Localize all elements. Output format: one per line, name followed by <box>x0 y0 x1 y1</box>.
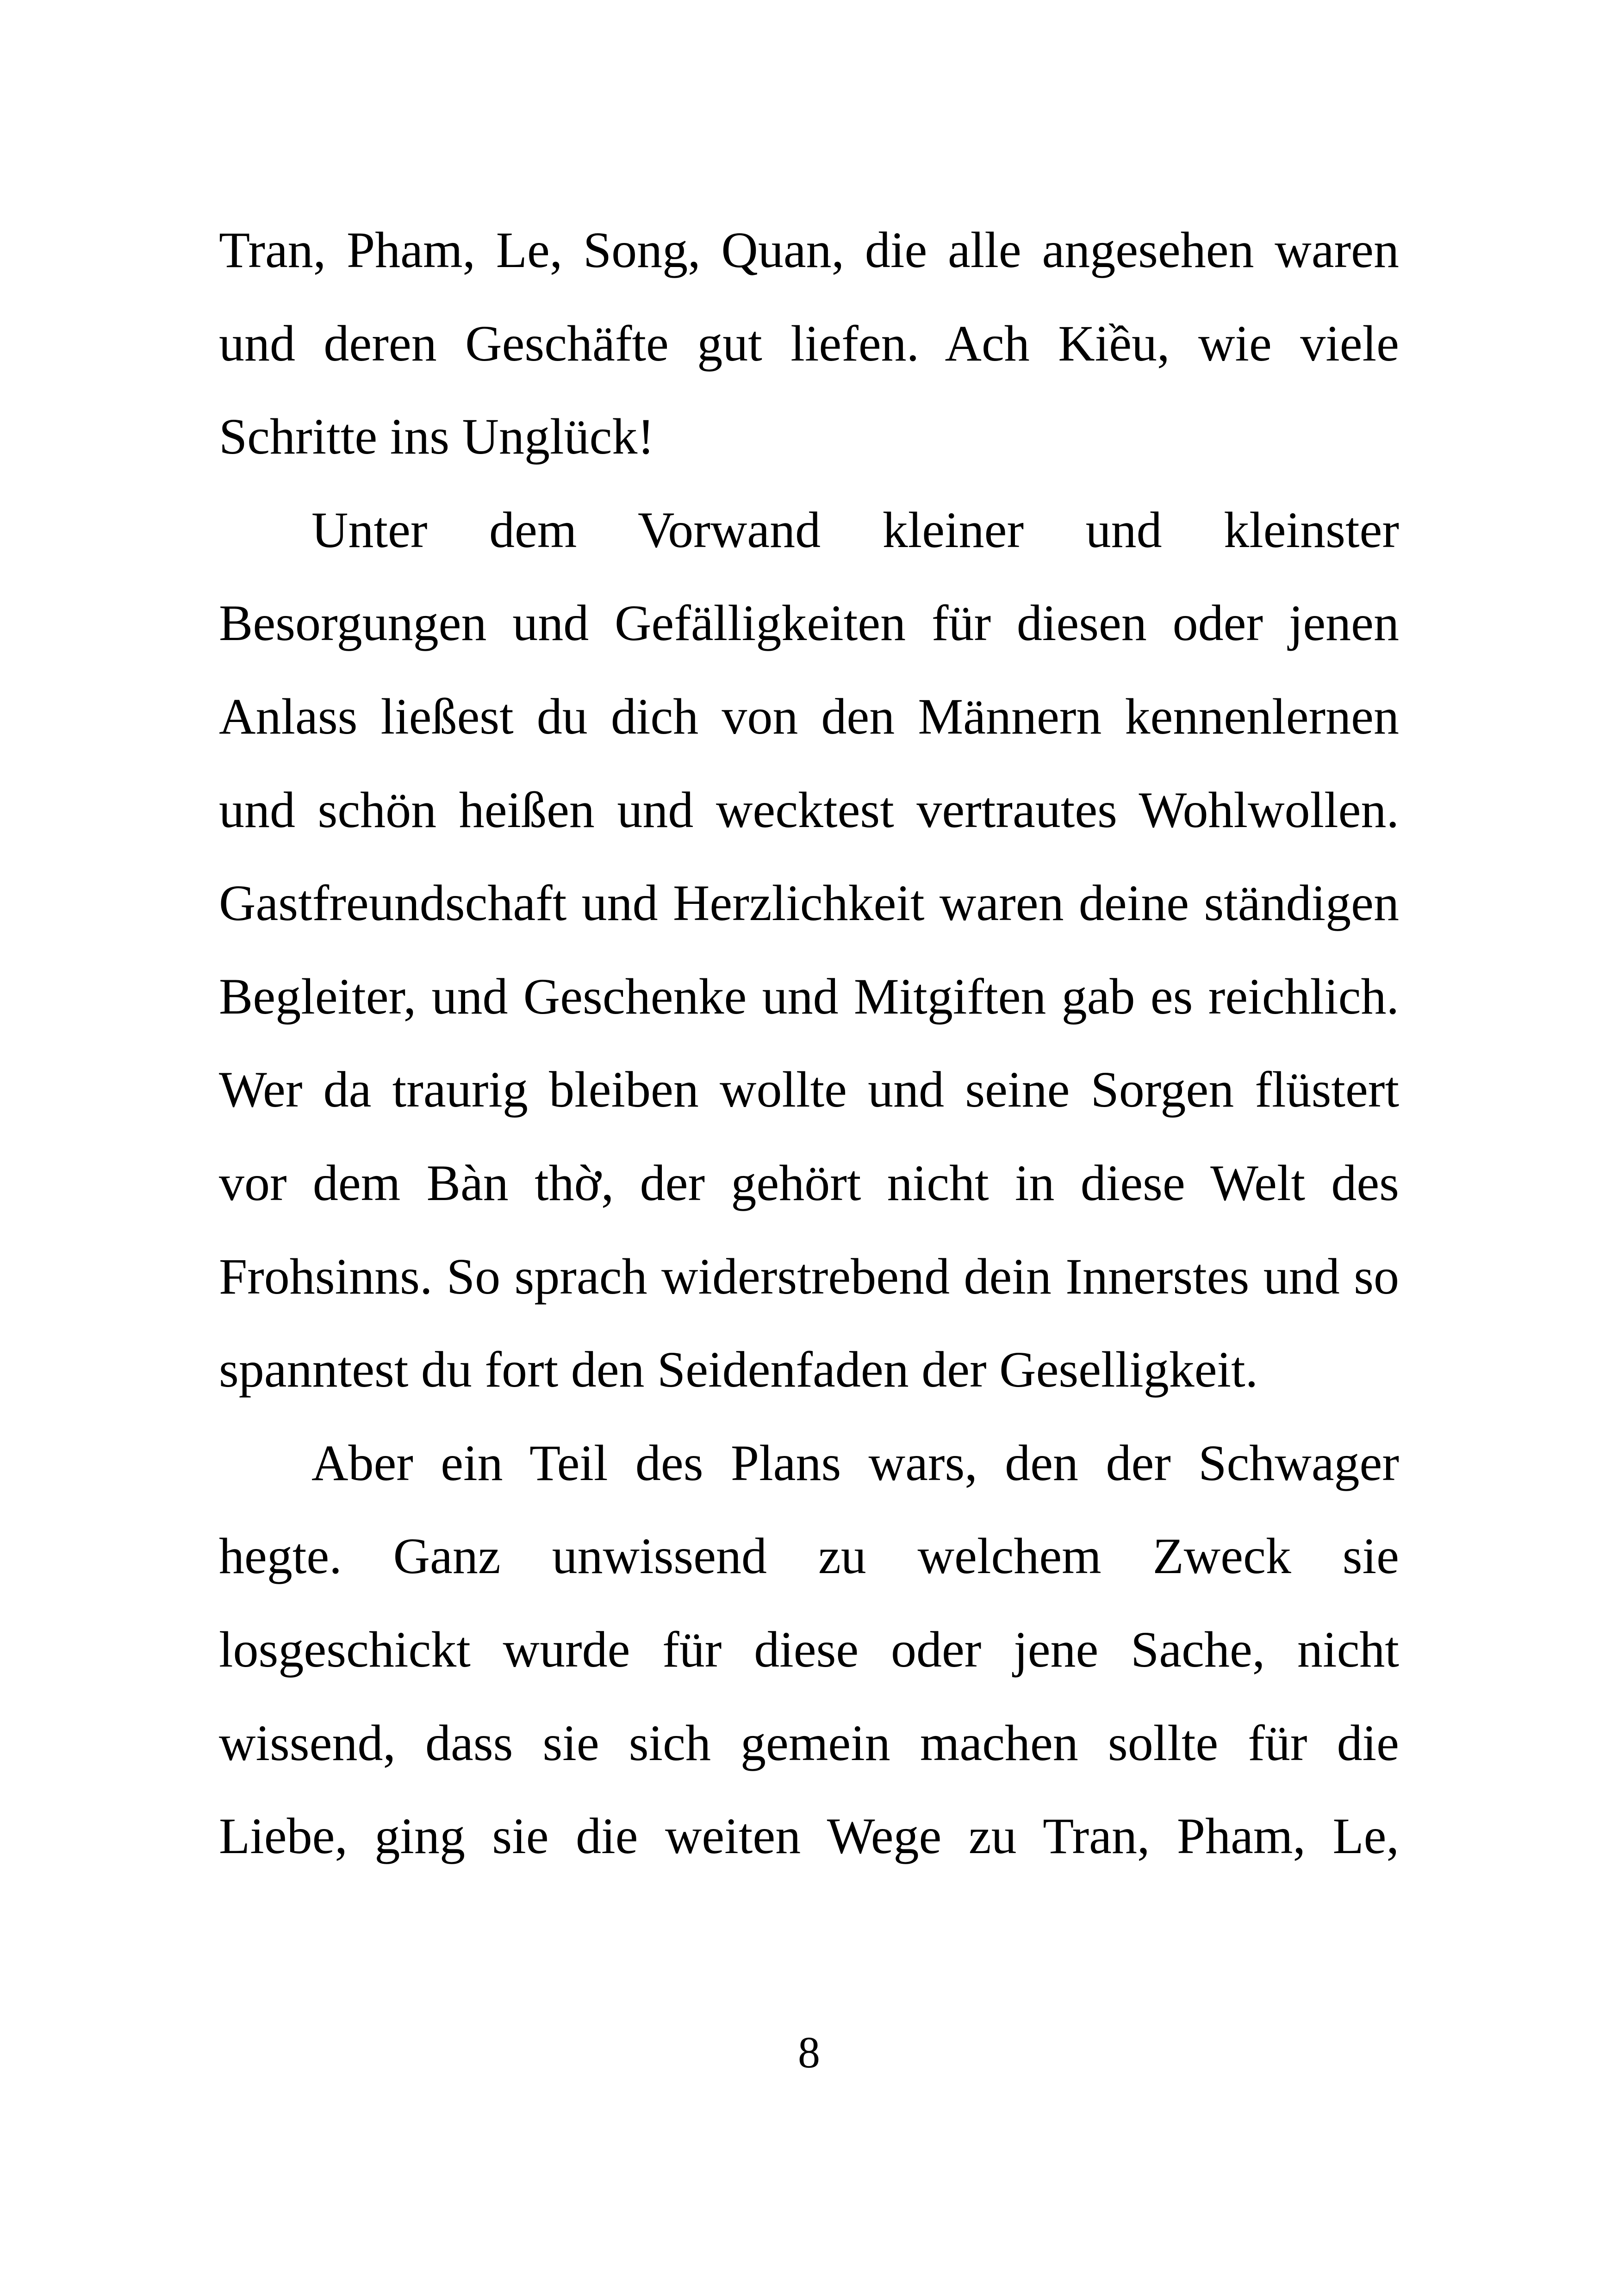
page-number: 8 <box>798 2028 820 2077</box>
page-body <box>219 204 1399 1883</box>
paragraph-2: Unter dem Vorwand kleiner und kleinster Besorgungen und Gefälligkeiten für diesen oder jenen Anlass ließest du dich von den Männern kennenlernen und schön heißen und wecktest vertrautes Wohlwollen. Gastfreundschaft und Herzlichkeit waren deine ständigen Begleiter, und Geschenke und Mitgiften gab es reichlich. Wer da traurig bleiben wollte und seine Sorgen flüstert vor dem Bàn thờ, der gehört nicht in diese Welt des Frohsinns. So sprach widerstrebend dein Innerstes und so spanntest du fort den Seidenfaden der Geselligkeit. <box>219 501 1399 1398</box>
paragraph-3: Aber ein Teil des Plans wars, den der Schwager hegte. Ganz unwissend zu welchem Zweck sie losgeschickt wurde für diese oder jene Sache, nicht wissend, dass sie sich gemein machen sollte für die Liebe, ging sie die weiten Wege zu Tran, Pham, Le, <box>219 1434 1399 1865</box>
paragraph-1: Tran, Pham, Le, Song, Quan, die alle angesehen waren und deren Geschäfte gut liefen. Ach Kiều, wie viele Schritte ins Unglück! <box>219 222 1399 465</box>
